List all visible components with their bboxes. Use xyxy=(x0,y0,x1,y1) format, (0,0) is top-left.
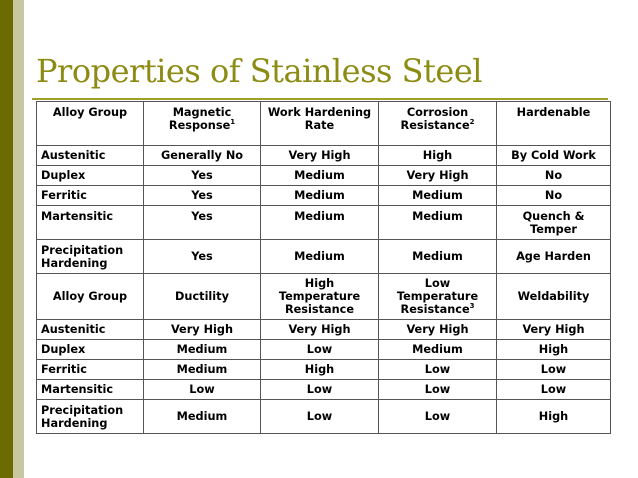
header-high-temperature-resistance: High Temperature Resistance xyxy=(261,274,379,320)
table-row xyxy=(37,380,611,400)
cell: Medium xyxy=(261,186,379,206)
header-work-hardening-rate: Work Hardening Rate xyxy=(261,102,379,146)
alloy-name: Precipitation Hardening xyxy=(37,400,144,434)
cell: Very High xyxy=(379,166,497,186)
cell: Yes xyxy=(144,186,261,206)
cell: Medium xyxy=(379,206,497,240)
alloy-name: Duplex xyxy=(37,340,144,360)
alloy-name: Martensitic xyxy=(37,206,144,240)
cell: High xyxy=(497,400,611,434)
cell: Medium xyxy=(261,166,379,186)
cell: High xyxy=(379,146,497,166)
cell: Very High xyxy=(497,320,611,340)
cell: Very High xyxy=(144,320,261,340)
header-hardenable: Hardenable xyxy=(497,102,611,146)
cell: Medium xyxy=(144,360,261,380)
cell: Medium xyxy=(144,340,261,360)
alloy-name: Ferritic xyxy=(37,360,144,380)
cell: Low xyxy=(497,380,611,400)
header-alloy-group: Alloy Group xyxy=(37,102,144,146)
table-row xyxy=(37,360,611,380)
header-ductility: Ductility xyxy=(144,274,261,320)
alloy-name: Duplex xyxy=(37,166,144,186)
table-row xyxy=(37,206,611,240)
title-divider xyxy=(32,98,608,100)
cell: Age Harden xyxy=(497,240,611,274)
table-row xyxy=(37,186,611,206)
cell: Low xyxy=(261,380,379,400)
cell: Low xyxy=(379,400,497,434)
header-low-temperature-resistance: Low Temperature Resistance$^3$ xyxy=(379,274,497,320)
cell: Medium xyxy=(261,206,379,240)
table-row xyxy=(37,320,611,340)
cell: Low xyxy=(261,400,379,434)
cell: Yes xyxy=(144,206,261,240)
table-row xyxy=(37,166,611,186)
cell: Very High xyxy=(261,146,379,166)
cell: No xyxy=(497,166,611,186)
table2-header-row xyxy=(37,274,611,320)
cell: High xyxy=(261,360,379,380)
header-alloy-group: Alloy Group xyxy=(37,274,144,320)
table-row xyxy=(37,340,611,360)
alloy-name: Austenitic xyxy=(37,320,144,340)
cell: Yes xyxy=(144,240,261,274)
cell: Low xyxy=(144,380,261,400)
alloy-name: Austenitic xyxy=(37,146,144,166)
cell: Medium xyxy=(379,186,497,206)
alloy-name: Precipitation Hardening xyxy=(37,240,144,274)
cell: High xyxy=(497,340,611,360)
cell: Low xyxy=(497,360,611,380)
cell: Medium xyxy=(379,240,497,274)
header-weldability: Weldability xyxy=(497,274,611,320)
cell: Generally No xyxy=(144,146,261,166)
cell: Yes xyxy=(144,166,261,186)
sidebar-accent-light xyxy=(13,0,24,478)
table1-header-row xyxy=(37,102,611,146)
header-corrosion-resistance: Corrosion Resistance$^2$ xyxy=(379,102,497,146)
cell: By Cold Work xyxy=(497,146,611,166)
table-row xyxy=(37,240,611,274)
cell: Quench & Temper xyxy=(497,206,611,240)
cell: Medium xyxy=(261,240,379,274)
sidebar-accent-dark xyxy=(0,0,13,478)
table-row xyxy=(37,146,611,166)
cell: Very High xyxy=(261,320,379,340)
cell: Low xyxy=(379,380,497,400)
table-row xyxy=(37,400,611,434)
cell: Medium xyxy=(144,400,261,434)
cell: Very High xyxy=(379,320,497,340)
alloy-name: Martensitic xyxy=(37,380,144,400)
page-title: Properties of Stainless Steel xyxy=(36,52,482,90)
header-magnetic-response: Magnetic Response$^1$ xyxy=(144,102,261,146)
properties-table xyxy=(36,101,611,434)
cell: No xyxy=(497,186,611,206)
cell: Medium xyxy=(379,340,497,360)
alloy-name: Ferritic xyxy=(37,186,144,206)
cell: Low xyxy=(261,340,379,360)
cell: Low xyxy=(379,360,497,380)
